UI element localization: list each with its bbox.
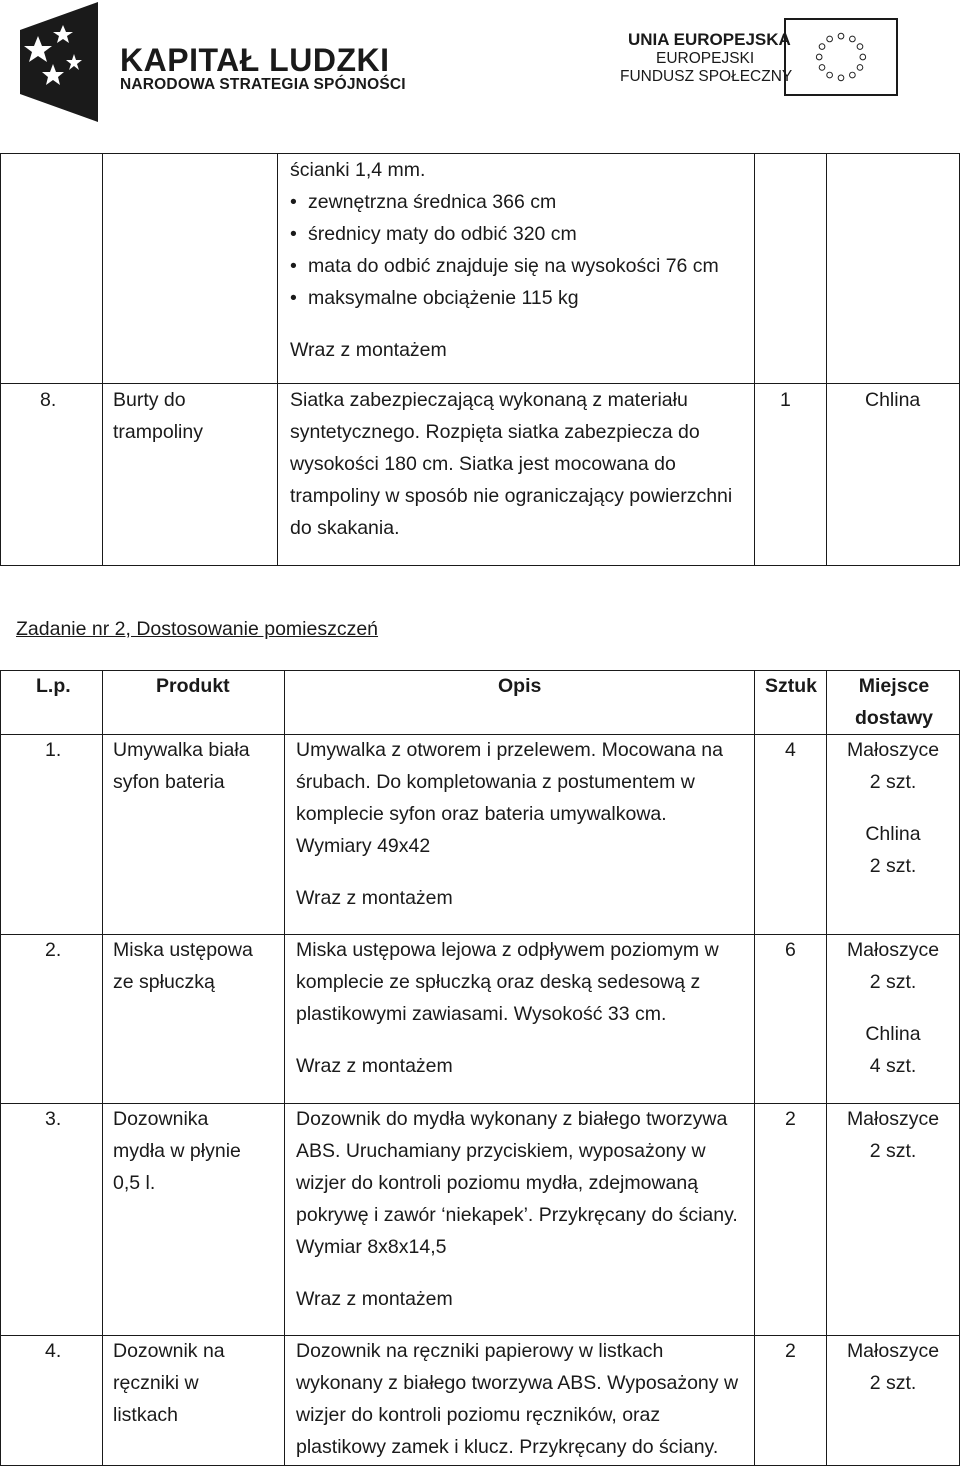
product-name: Umywalka biała syfon bateria (113, 739, 250, 793)
description-text: Umywalka z otworem i przelewem. Mocowana na śrubach. Do kompletowania z postumentem w komplecie syfon oraz bateria umywalkowa. Wymiary 49x42 (296, 739, 723, 857)
table1-col-border (277, 153, 278, 566)
table2-col-border (826, 670, 827, 1466)
kapital-ludzki-emblem (20, 2, 98, 122)
quantity: 4 (785, 739, 796, 761)
table1-col-border (826, 153, 827, 566)
quantity: 1 (780, 389, 791, 411)
place-name: Małoszyce (846, 1340, 940, 1362)
place-count: 2 szt. (869, 1140, 917, 1162)
installation-note: Wraz z montażem (296, 1055, 453, 1077)
description-text: Miska ustępowa lejowa z odpływem poziomym w komplecie ze spłuczką oraz deską sedesową z plastikowymi zawiasami. Wysokość 33 cm. (296, 939, 719, 1025)
place-name: Chlina (865, 823, 921, 845)
table2-col-border (0, 670, 1, 1466)
place-count: 2 szt. (869, 971, 917, 993)
table2-col-border (754, 670, 755, 1466)
delivery-places (828, 734, 958, 882)
product-description: Siatka zabezpieczającą wykonaną z materiału syntetycznego. Rozpięta siatka zabezpiecza do wysokości 180 cm. Siatka jest mocowana do trampoliny w sposób nie ograniczający powierzchni do skakania. (290, 389, 733, 539)
header-delivery-place (830, 670, 958, 734)
header-delivery-line1: Miejsce (858, 675, 930, 697)
spec-bullet: • maksymalne obciążenie 115 kg (290, 282, 750, 314)
place-count: 2 szt. (869, 855, 917, 877)
header-lp: L.p. (36, 675, 71, 697)
kapital-ludzki-subtitle: NARODOWA STRATEGIA SPÓJNOŚCI (120, 76, 406, 93)
table1-col-border (102, 153, 103, 566)
product-description: Dozownik na ręczniki papierowy w listkach wykonany z białego tworzywa ABS. Wyposażony w wizjer do kontroli poziomu ręczników, oraz plastikowy zamek i klucz. Przykręcany do ściany. (296, 1340, 739, 1458)
place-name: Chlina (865, 1023, 921, 1045)
spec-bullet: • mata do odbić znajduje się na wysokości 76 cm (290, 250, 750, 282)
product-name: Dozownik na ręczniki w listkach (113, 1340, 225, 1426)
product-name: Burty do trampoliny (113, 389, 203, 443)
header-product: Produkt (156, 675, 230, 697)
spec-line: ścianki 1,4 mm. (290, 159, 426, 181)
eu-fund-line1: EUROPEJSKI (656, 50, 755, 67)
quantity: 2 (785, 1108, 796, 1130)
delivery-place: Chlina (865, 389, 921, 411)
installation-note: Wraz z montażem (290, 339, 447, 361)
product-name: Miska ustępowa ze spłuczką (113, 939, 253, 993)
table1-col-border (0, 153, 1, 566)
quantity: 2 (785, 1340, 796, 1362)
delivery-places (828, 1103, 958, 1167)
product-description (296, 934, 746, 1082)
installation-note: Wraz z montażem (296, 1288, 453, 1310)
installation-note: Wraz z montażem (296, 887, 453, 909)
row-number: 1. (45, 739, 62, 761)
table2-col-border (102, 670, 103, 1466)
row-number: 2. (45, 939, 62, 961)
table2-col-border (284, 670, 285, 1466)
delivery-places (828, 934, 958, 1082)
eu-title: UNIA EUROPEJSKA (628, 30, 791, 49)
eu-fund-line2: FUNDUSZ SPOŁECZNY (620, 68, 793, 85)
place-name: Małoszyce (846, 939, 940, 961)
table1-col-border (754, 153, 755, 566)
header-delivery-line2: dostawy (854, 707, 934, 729)
place-count: 4 szt. (869, 1055, 917, 1077)
product-description (296, 1103, 751, 1315)
place-count: 2 szt. (869, 1372, 917, 1394)
header-quantity: Sztuk (765, 675, 818, 697)
row-number: 3. (45, 1108, 62, 1130)
delivery-places (828, 1335, 958, 1399)
place-count: 2 szt. (869, 771, 917, 793)
product-name: Dozownika mydła w płynie 0,5 l. (113, 1108, 241, 1194)
row-number: 8. (40, 389, 57, 411)
kapital-ludzki-title: KAPITAŁ LUDZKI (120, 42, 390, 78)
eu-flag-icon (784, 18, 898, 96)
table1-row0-description (290, 154, 750, 366)
table2-bottom-border (0, 1465, 960, 1466)
place-name: Małoszyce (846, 1108, 940, 1130)
header-description: Opis (498, 675, 542, 697)
place-name: Małoszyce (846, 739, 940, 761)
table1-bottom-border (0, 565, 960, 566)
description-text: Dozownik do mydła wykonany z białego tworzywa ABS. Uruchamiany przyciskiem, wyposażony w wizjer do kontroli poziomu mydła, zdejmowaną pokrywę i zawór ‘niekapek’. Przykręcany do ściany. Wymiar 8x8x14,5 (296, 1108, 738, 1258)
spec-bullet: • zewnętrzna średnica 366 cm (290, 186, 750, 218)
section-title: Zadanie nr 2, Dostosowanie pomieszczeń (16, 618, 379, 640)
product-description (296, 734, 746, 914)
spec-bullet: • średnicy maty do odbić 320 cm (290, 218, 750, 250)
quantity: 6 (785, 939, 796, 961)
row-number: 4. (45, 1340, 62, 1362)
